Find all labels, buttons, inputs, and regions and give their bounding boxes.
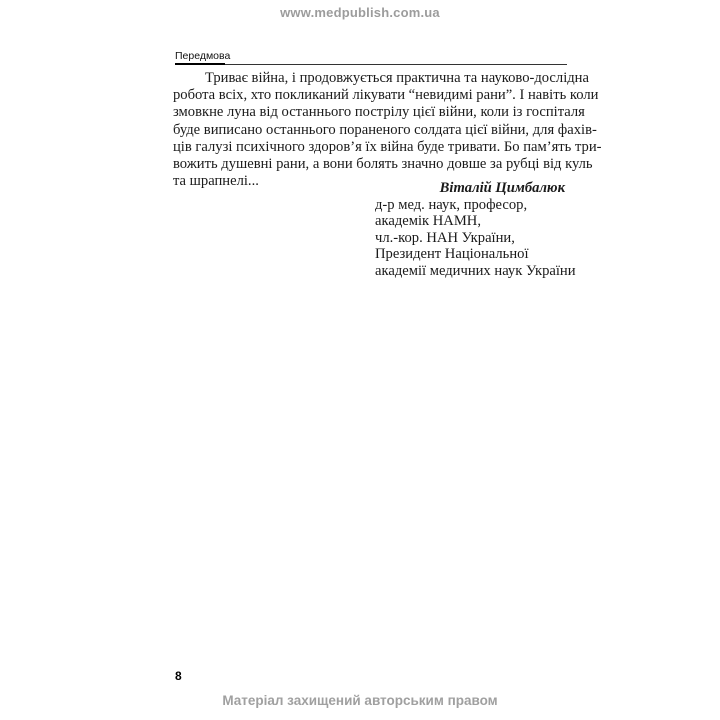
author-title: академії медичних наук України [375,262,576,279]
paragraph-line: вожить душевні рани, а вони болять значно довше за рубці від куль [173,156,593,173]
author-title: д-р мед. наук, професор, [375,196,528,213]
header-rule-accent [175,63,225,65]
paragraph-line: ців галузі психічного здоров’я їх війна буде тривати. Бо пам’ять три- [173,138,602,155]
site-url-watermark: www.medpublish.com.ua [280,5,440,20]
paragraph-line: буде виписано останнього пораненого солдата цієї війни, для фахів- [173,121,597,138]
page-number: 8 [175,669,182,683]
running-head: Передмова [175,50,231,62]
author-name: Віталій Цимбалюк [439,180,565,196]
paragraph-line: робота всіх, хто покликаний лікувати “невидимі рани”. І навіть коли [173,87,599,104]
copyright-notice: Матеріал захищений авторським правом [222,693,498,708]
header-rule [175,64,567,65]
preface-paragraph [173,70,602,190]
paragraph-line: змовкне луна від останнього пострілу цієї війни, коли із госпіталя [173,104,585,121]
author-title: академік НАМН, [375,213,481,230]
author-title: чл.-кор. НАН України, [375,229,515,246]
paragraph-line: Триває війна, і продовжується практична та науково-дослідна [205,70,589,86]
author-title: Президент Національної [375,246,529,263]
paragraph-line: та шрапнелі... [173,173,259,190]
signature-block [375,180,576,280]
